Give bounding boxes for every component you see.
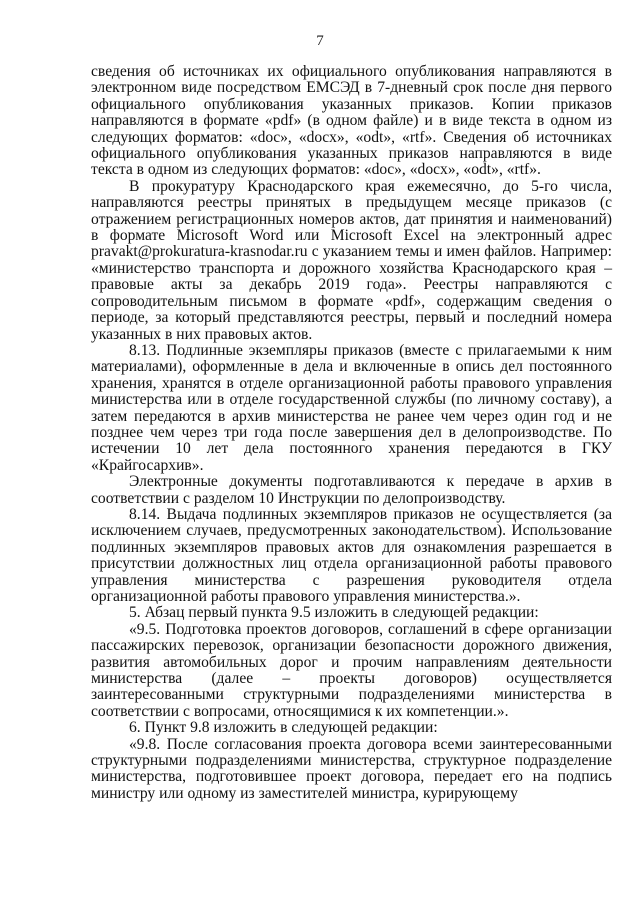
- page-number: 7: [316, 33, 324, 49]
- paragraph-7: «9.5. Подготовка проектов договоров, соглашений в сфере организации пассажирских перевозок, организации безопасности дорожного движения, развития автомобильных дорог и прочим направлениям деятельности министерства (далее – проекты договоров) осуществляется заинтересованными структурными подразделениями министерства в соответствии с вопросами, относящимися к их компетенции.».: [91, 620, 612, 720]
- paragraph-9: «9.8. После согласования проекта договора всеми заинтересованными структурными подразделениями министерства, структурное подразделение министерства, подготовившее проект договора, передает его на подпись министру или одному из заместителей министра, курирующему: [91, 735, 612, 802]
- paragraph-6: 5. Абзац первый пункта 9.5 изложить в следующей редакции:: [129, 604, 539, 622]
- paragraph-1: сведения об источниках их официального опубликования направляются в электронном виде посредством ЕМСЭД в 7-дневный срок после дня первого официального опубликования указанных приказов. Копии приказов направляются в формате «pdf» (в одном файле) и в виде текста в одном из следующих форматов: «doc», «docx», «odt», «rtf». Сведения об источниках официального опубликования указанных приказов направляются в виде текста в одном из следующих форматов: «doc», «docx», «odt», «rtf».: [91, 63, 612, 179]
- paragraph-8: 6. Пункт 9.8 изложить в следующей редакции:: [129, 719, 438, 737]
- paragraph-4: Электронные документы подготавливаются к передаче в архив в соответствии с разделом 10 Инструкции по делопроизводству.: [91, 473, 612, 507]
- document-body: [91, 64, 612, 802]
- paragraph-2: В прокуратуру Краснодарского края ежемесячно, до 5-го числа, направляются реестры принятых в предыдущем месяце приказов (с отражением регистрационных номеров актов, дат принятия и наименований) в формате Microsoft Word или Microsoft Excel на электронный адрес pravakt@prokuratura-krasnodar.ru с указанием темы и имен файлов. Например: «министерство транспорта и дорожного хозяйства Краснодарского края – правовые акты за декабрь 2019 года». Реестры направляются с сопроводительным письмом в формате «pdf», содержащим сведения о периоде, за который представляются реестры, первый и последний номера указанных в них правовых актов.: [91, 177, 612, 343]
- paragraph-5: 8.14. Выдача подлинных экземпляров приказов не осуществляется (за исключением случаев, предусмотренных законодательством). Использование подлинных экземпляров правовых актов для ознакомления разрешается в присутствии должностных лиц отдела организационной работы правового управления министерства с разрешения руководителя отдела организационной работы правового управления министерства.».: [91, 505, 612, 605]
- paragraph-3: 8.13. Подлинные экземпляры приказов (вместе с прилагаемыми к ним материалами), оформленные в дела и включенные в опись дел постоянного хранения, хранятся в отделе организационной работы правового управления министерства или в отделе государственной службы (по личному составу), а затем передаются в архив министерства не ранее чем через один год и не позднее чем через три года после завершения дел в делопроизводстве. По истечении 10 лет дела постоянного хранения передаются в ГКУ «Крайгосархив».: [91, 341, 612, 474]
